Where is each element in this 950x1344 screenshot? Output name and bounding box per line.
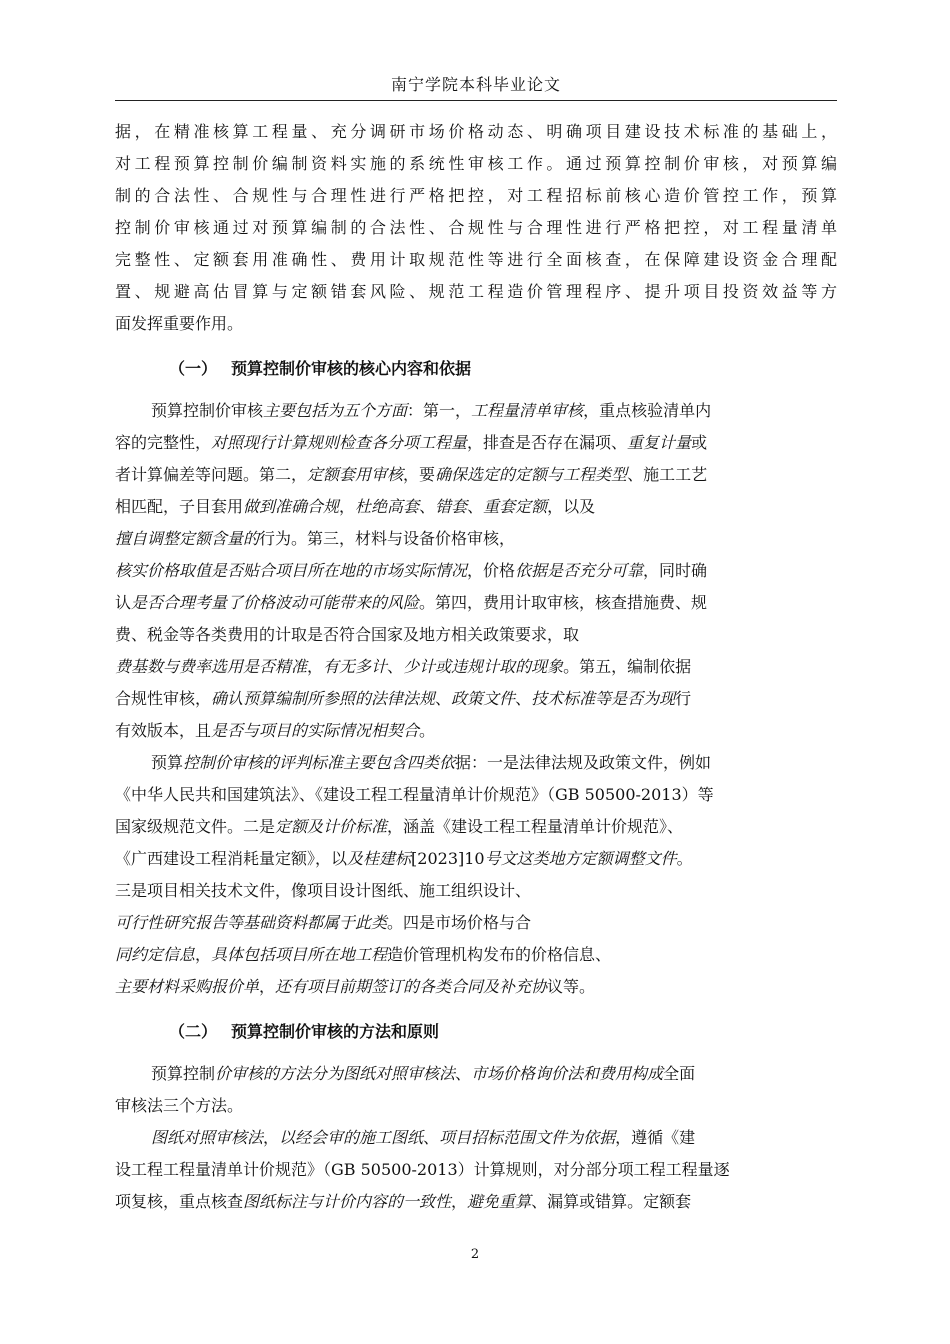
text-line — [115, 523, 837, 555]
text-run: 预算控制价审核 — [151, 401, 264, 420]
text-run: ：第一， — [407, 401, 472, 420]
text-run-italic: 是否与项目的实际情况相契合 — [211, 721, 420, 740]
text-run: 、漏算或错算。定额套 — [531, 1192, 692, 1211]
text-run-italic: 避免重算 — [467, 1192, 532, 1211]
text-line — [115, 587, 837, 619]
text-run-italic: 确认预算编制所参照的法律法规 — [211, 689, 436, 708]
text-run: 、 — [419, 497, 436, 516]
text-run-italic: 确保选定的定额与工程类型 — [435, 465, 628, 484]
text-run-italic: 控制价审核的评判标准主要包含四类依 — [183, 753, 456, 772]
text-run-italic: 错套 — [435, 497, 468, 516]
text-run: 相匹配，子目套用 — [115, 497, 244, 516]
text-line — [115, 971, 837, 1003]
text-line — [115, 619, 837, 651]
text-run-italic: 重复计量 — [627, 433, 692, 452]
text-line — [115, 875, 837, 907]
text-line — [115, 1154, 837, 1186]
text-run-italic: 还有项目前期签订的各类合同及补充协 — [275, 977, 548, 996]
text-line — [115, 747, 837, 779]
text-line — [115, 555, 837, 587]
text-run: ，同时确 — [643, 561, 708, 580]
text-run-italic: 号文这类地方定额调整文件 — [484, 849, 677, 868]
text-line: 面发挥重要作用。 — [115, 314, 244, 333]
text-run: 。第五，编制依据 — [563, 657, 692, 676]
section-heading-2 — [115, 1006, 837, 1058]
text-run: 。第四，费用计取审核，核查措施费、规 — [419, 593, 708, 612]
text-run: 费、税金等各类费用的计取是否符合国家及地方相关政策要求，取 — [115, 625, 580, 644]
text-run-italic: 图纸对照审核法 — [151, 1128, 264, 1147]
text-line — [115, 1058, 837, 1090]
section2-paragraph-1 — [115, 1058, 837, 1122]
text-run-italic: 做到准确合规 — [243, 497, 340, 516]
text-run: 预算 — [151, 753, 184, 772]
text-run-italic: 政策文件 — [451, 689, 516, 708]
text-run-italic: 核实价格取值是否贴合项目所在地的市场实际情况 — [115, 561, 468, 580]
text-run: [2023]10 — [411, 849, 485, 868]
text-line: 完整性、定额套用准确性、费用计取规范性等进行全面核查，在保障建设资金合理配 — [115, 250, 837, 269]
text-run: 遵循《建 — [631, 1128, 696, 1147]
text-run: 者计算偏差等问题。第二， — [115, 465, 308, 484]
header-rule — [115, 100, 837, 101]
text-run: 行为。第三，材料与设备价格审核， — [259, 529, 516, 548]
text-run: ， — [339, 497, 356, 516]
text-line — [115, 683, 837, 715]
section1-paragraph-2 — [115, 747, 837, 1003]
text-line — [115, 1122, 837, 1154]
text-run: 、施工工艺 — [627, 465, 708, 484]
text-run: 、 — [435, 689, 452, 708]
text-run: 造价管理机构发布的价格信息、 — [387, 945, 612, 964]
text-run: ，重点核验清单内 — [583, 401, 712, 420]
text-line: 据，在精准核算工程量、充分调研市场价格动态、明确项目建设技术标准的基础上， — [115, 122, 837, 141]
text-line — [115, 395, 837, 427]
text-run: ，以及 — [547, 497, 596, 516]
page-number: 2 — [470, 1247, 480, 1262]
section-number: （一） — [169, 359, 218, 378]
text-run-italic: 市场价格询价法和费用构成 — [471, 1064, 664, 1083]
text-line — [115, 1186, 837, 1218]
body-text — [115, 116, 837, 1218]
text-line — [115, 459, 837, 491]
text-run: ，排查是否存在漏项、 — [467, 433, 628, 452]
text-run-italic: 以经会审的施工图纸 — [279, 1128, 424, 1147]
text-line — [115, 939, 837, 971]
text-line: 对工程预算控制价编制资料实施的系统性审核工作。通过预算控制价审核，对预算编 — [115, 154, 837, 173]
text-run: 预算控制 — [151, 1064, 216, 1083]
text-line: 制的合法性、合规性与合理性进行严格把控，对工程招标前核心造价管控工作，预算 — [115, 186, 837, 205]
text-run: 《广西建设工程消耗量定额》，以 — [115, 849, 348, 868]
text-run: ， — [263, 1128, 280, 1147]
text-run: 《中华人民共和国建筑法》、《建设工程工程量清单计价规范》（GB 50500-2013）等 — [115, 785, 714, 804]
text-run: 、 — [387, 657, 404, 676]
text-line — [115, 1090, 837, 1122]
text-run-italic: 技术标准等是否为现 — [531, 689, 676, 708]
text-run: 审核法三个方法。 — [115, 1096, 244, 1115]
text-run-italic: 具体包括项目所在地工程 — [211, 945, 388, 964]
section-number: （二） — [169, 1022, 218, 1041]
text-line — [115, 651, 837, 683]
text-run: 三是项目相关技术文件，像项目设计图纸、施工组织设计、 — [115, 881, 532, 900]
text-run-italic: 依据是否充分可靠 — [515, 561, 644, 580]
text-run: 或 — [691, 433, 708, 452]
text-run-italic: 主要材料采购报价单 — [115, 977, 260, 996]
text-run: ， — [615, 1128, 632, 1147]
text-run-italic: 工程量清单审核 — [471, 401, 584, 420]
text-run-italic: 对照现行计算规则检查各分项工程量 — [211, 433, 468, 452]
text-run: ，要 — [403, 465, 436, 484]
text-run-italic: 费基数与费率选用是否精准 — [115, 657, 308, 676]
text-run: 。 — [676, 849, 693, 868]
text-run-italic: 擅自调整定额含量的 — [115, 529, 260, 548]
text-run: 有效版本，且 — [115, 721, 212, 740]
text-run-italic: 定额及计价标准 — [275, 817, 388, 836]
text-line — [115, 843, 837, 875]
text-run: 合规性审核， — [115, 689, 212, 708]
text-run-italic: 重套定额 — [483, 497, 548, 516]
text-run: 。 — [419, 721, 436, 740]
text-line — [115, 427, 837, 459]
text-run: ， — [307, 657, 324, 676]
text-run: 全面 — [663, 1064, 696, 1083]
text-run-italic: 主要包括为五个方面 — [263, 401, 408, 420]
text-run: 、 — [515, 689, 532, 708]
text-run-italic: 项目招标范围文件为依据 — [439, 1128, 616, 1147]
text-run-italic: 有无多计 — [323, 657, 388, 676]
text-run: ，价格 — [467, 561, 516, 580]
section2-paragraph-2 — [115, 1122, 837, 1218]
text-line — [115, 811, 837, 843]
text-line — [115, 491, 837, 523]
text-line — [115, 779, 837, 811]
text-run-italic: 少计或违规计取的现象 — [403, 657, 564, 676]
text-run-italic: 价审核的方法分为图纸对照审核法 — [215, 1064, 456, 1083]
text-run-italic: 及桂建标 — [347, 849, 412, 868]
text-line: 控制价审核通过对预算编制的合法性、合规性与合理性进行严格把控，对工程量清单 — [115, 218, 837, 237]
text-run: ， — [195, 945, 212, 964]
text-run: 设工程工程量清单计价规范》（GB 50500-2013）计算规则，对分部分项工程工程量逐 — [115, 1160, 730, 1179]
text-run: 、 — [467, 497, 484, 516]
text-run: ， — [259, 977, 276, 996]
section-title: 预算控制价审核的核心内容和依据 — [231, 359, 472, 378]
text-run: 、 — [455, 1064, 472, 1083]
text-run-italic: 可行性研究报告等基础资料都属于此类 — [115, 913, 388, 932]
running-header: 南宁学院本科毕业论文 — [390, 75, 561, 94]
text-run: 议等。 — [547, 977, 596, 996]
text-run-italic: 同约定信息 — [115, 945, 196, 964]
text-run: 。四是市场价格与合 — [387, 913, 532, 932]
section-title: 预算控制价审核的方法和原则 — [231, 1022, 440, 1041]
section1-paragraph-1 — [115, 395, 837, 747]
text-run: 认 — [115, 593, 132, 612]
text-line — [115, 715, 837, 747]
text-run-italic: 是否合理考量了价格波动可能带来的风险 — [131, 593, 420, 612]
text-run-italic: 杜绝高套 — [355, 497, 420, 516]
section-heading-1 — [115, 343, 837, 395]
text-run: 、 — [423, 1128, 440, 1147]
text-run: 项复核，重点核查 — [115, 1192, 244, 1211]
text-run: 容的完整性， — [115, 433, 212, 452]
intro-paragraph — [115, 116, 837, 340]
text-line: 置、规避高估冒算与定额错套风险、规范工程造价管理程序、提升项目投资效益等方 — [115, 282, 837, 301]
text-run-italic: 图纸标注与计价内容的一致性 — [243, 1192, 452, 1211]
text-run: 行 — [675, 689, 692, 708]
text-run: 据：一是法律法规及政策文件，例如 — [455, 753, 712, 772]
text-run: ， — [451, 1192, 468, 1211]
text-run-italic: 定额套用审核 — [307, 465, 404, 484]
text-run: ，涵盖《建设工程工程量清单计价规范》、 — [387, 817, 684, 836]
text-line — [115, 907, 837, 939]
text-run: 国家级规范文件。二是 — [115, 817, 276, 836]
